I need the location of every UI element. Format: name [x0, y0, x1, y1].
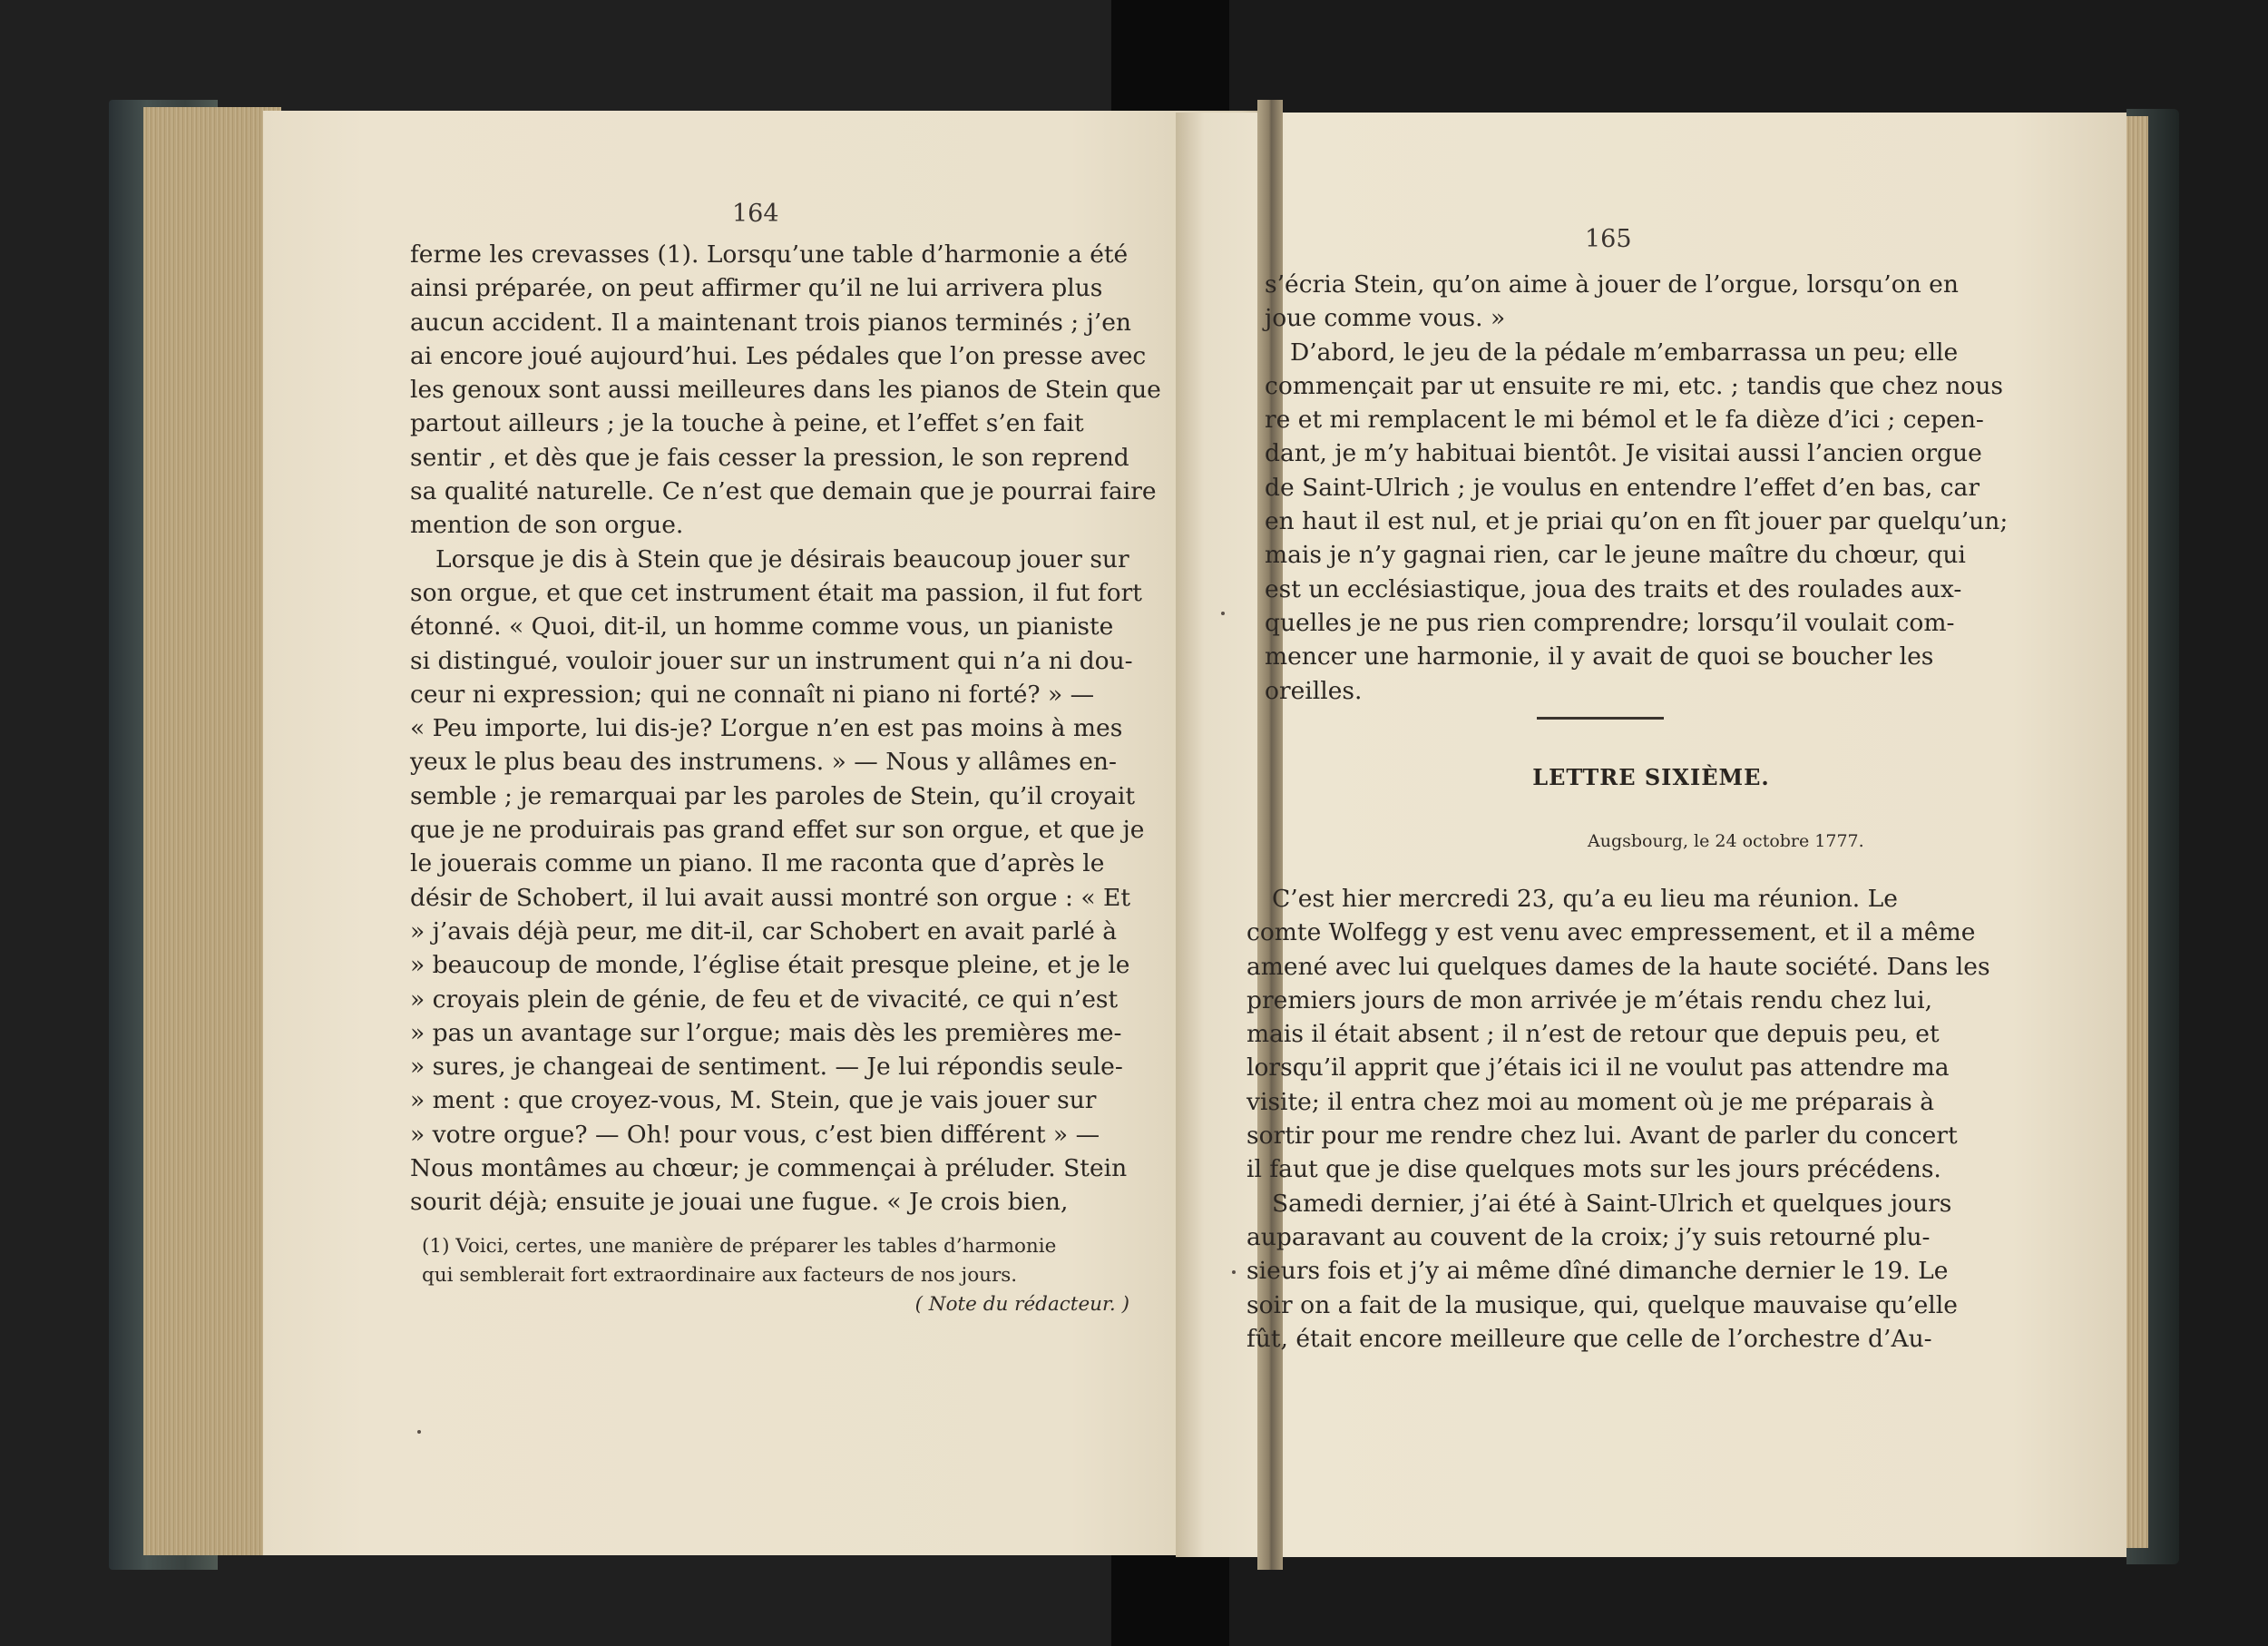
left-page-number: 164 — [732, 200, 779, 228]
text-line: auparavant au couvent de la croix; j’y suis retourné plu- — [1246, 1222, 1931, 1251]
left-footnote — [422, 1232, 1182, 1319]
text-line: sortir pour me rendre chez lui. Avant de parler du concert — [1246, 1122, 1958, 1151]
text-line: sieurs fois et j’y ai même dîné dimanche dernier le 19. Le — [1246, 1257, 1949, 1286]
text-line: ai encore joué aujourd’hui. Les pédales que l’on presse avec — [410, 341, 1147, 370]
text-line: désir de Schobert, il lui avait aussi montré son orgue : « Et — [410, 883, 1130, 912]
text-line: mencer une harmonie, il y avait de quoi se boucher les — [1265, 642, 1934, 671]
text-line: aucun accident. Il a maintenant trois pianos terminés ; j’en — [410, 308, 1131, 337]
text-line: Lorsque je dis à Stein que je désirais beaucoup jouer sur — [435, 544, 1129, 573]
footnote-line: (1) Voici, certes, une manière de préparer les tables d’harmonie — [422, 1235, 1057, 1258]
text-line: s’écria Stein, qu’on aime à jouer de l’orgue, lorsqu’on en — [1265, 270, 1959, 299]
text-line: » pas un avantage sur l’orgue; mais dès les premières me- — [410, 1018, 1122, 1047]
text-line: joue comme vous. » — [1265, 304, 1506, 333]
open-book — [109, 100, 2179, 1570]
text-line: fût, était encore meilleure que celle de l’orchestre d’Au- — [1246, 1324, 1932, 1353]
footnote-line: qui semblerait fort extraordinaire aux facteurs de nos jours. — [422, 1264, 1018, 1287]
text-line: visite; il entra chez moi au moment où je me préparais à — [1246, 1087, 1934, 1116]
text-line: dant, je m’y habituai bientôt. Je visitai aussi l’ancien orgue — [1265, 439, 1982, 468]
letter-heading: LETTRE SIXIÈME. — [1532, 764, 1770, 790]
right-page-body-top — [1265, 268, 2041, 708]
section-rule — [1537, 717, 1664, 720]
text-line: mention de son orgue. — [410, 511, 684, 540]
text-line: » j’avais déjà peur, me dit-il, car Schobert en avait parlé à — [410, 916, 1118, 945]
text-line: Nous montâmes au chœur; je commençai à préluder. Stein — [410, 1154, 1128, 1183]
text-line: » croyais plein de génie, de feu et de vivacité, ce qui n’est — [410, 985, 1119, 1014]
text-line: mais il était absent ; il n’est de retour que depuis peu, et — [1246, 1020, 1940, 1049]
text-line: il faut que je dise quelques mots sur les jours précédens. — [1246, 1155, 1941, 1184]
text-line: que je ne produirais pas grand effet sur son orgue, et que je — [410, 816, 1145, 845]
right-page-number: 165 — [1585, 225, 1632, 253]
right-page-body-bottom — [1246, 882, 2027, 1356]
text-line: les genoux sont aussi meilleures dans les pianos de Stein que — [410, 376, 1161, 405]
text-line: partout ailleurs ; je la touche à peine, et l’effet s’en fait — [410, 409, 1084, 438]
text-line: soir on a fait de la musique, qui, quelque mauvaise qu’elle — [1246, 1290, 1958, 1319]
paper-speck — [417, 1430, 421, 1434]
page-edges-left — [143, 107, 281, 1555]
text-line: étonné. « Quoi, dit-il, un homme comme vous, un pianiste — [410, 612, 1114, 642]
text-line: oreilles. — [1265, 676, 1363, 705]
text-line: son orgue, et que cet instrument était ma passion, il fut fort — [410, 578, 1142, 607]
footnote-signature: ( Note du rédacteur. ) — [914, 1293, 1129, 1316]
text-line: premiers jours de mon arrivée je m’étais rendu chez lui, — [1246, 985, 1933, 1014]
text-line: re et mi remplacent le mi bémol et le fa dièze d’ici ; cepen- — [1265, 406, 1984, 435]
text-line: quelles je ne pus rien comprendre; lorsqu’il voulait com- — [1265, 608, 1955, 637]
text-line: si distingué, vouloir jouer sur un instrument qui n’a ni dou- — [410, 646, 1133, 675]
text-line: en haut il est nul, et je priai qu’on en fît jouer par quelqu’un; — [1265, 507, 2009, 536]
text-line: le jouerais comme un piano. Il me raconta que d’après le — [410, 849, 1105, 878]
text-line: comte Wolfegg y est venu avec empressement, et il a même — [1246, 918, 1976, 947]
text-line: semble ; je remarquai par les paroles de Stein, qu’il croyait — [410, 781, 1136, 810]
text-line: lorsqu’il apprit que j’étais ici il ne voulut pas attendre ma — [1246, 1053, 1950, 1083]
paper-speck — [1232, 1270, 1236, 1274]
text-line: amené avec lui quelques dames de la haute société. Dans les — [1246, 952, 1990, 981]
dateline: Augsbourg, le 24 octobre 1777. — [1588, 831, 1864, 851]
text-line: » votre orgue? — Oh! pour vous, c’est bien différent » — — [410, 1120, 1100, 1149]
text-line: yeux le plus beau des instrumens. » — Nous y allâmes en- — [410, 748, 1117, 777]
text-line: ceur ni expression; qui ne connaît ni piano ni forté? » — — [410, 680, 1095, 709]
text-line: de Saint-Ulrich ; je voulus en entendre l’effet d’en bas, car — [1265, 473, 1980, 502]
text-line: C’est hier mercredi 23, qu’a eu lieu ma réunion. Le — [1272, 885, 1898, 913]
text-line: commençait par ut ensuite re mi, etc. ; tandis que chez nous — [1265, 371, 2004, 400]
text-line: D’abord, le jeu de la pédale m’embarrassa un peu; elle — [1290, 338, 1959, 367]
text-line: ferme les crevasses (1). Lorsqu’une table d’harmonie a été — [410, 240, 1129, 269]
paper-speck — [1221, 612, 1225, 615]
text-line: » beaucoup de monde, l’église était presque pleine, et je le — [410, 951, 1130, 980]
left-page-body — [410, 238, 1188, 1220]
text-line: « Peu importe, lui dis-je? L’orgue n’en est pas moins à mes — [410, 714, 1123, 743]
text-line: sourit déjà; ensuite je jouai une fugue. « Je crois bien, — [410, 1188, 1069, 1217]
text-line: sentir , et dès que je fais cesser la pression, le son reprend — [410, 443, 1129, 472]
text-line: » sures, je changeai de sentiment. — Je lui répondis seule- — [410, 1053, 1123, 1082]
text-line: sa qualité naturelle. Ce n’est que demain que je pourrai faire — [410, 477, 1157, 506]
text-line: ainsi préparée, on peut affirmer qu’il ne lui arrivera plus — [410, 274, 1103, 303]
text-line: est un ecclésiastique, joua des traits et des roulades aux- — [1265, 574, 1962, 603]
text-line: » ment : que croyez-vous, M. Stein, que je vais jouer sur — [410, 1086, 1097, 1115]
text-line: mais je n’y gagnai rien, car le jeune maître du chœur, qui — [1265, 541, 1966, 570]
text-line: Samedi dernier, j’ai été à Saint-Ulrich et quelques jours — [1272, 1189, 1952, 1218]
